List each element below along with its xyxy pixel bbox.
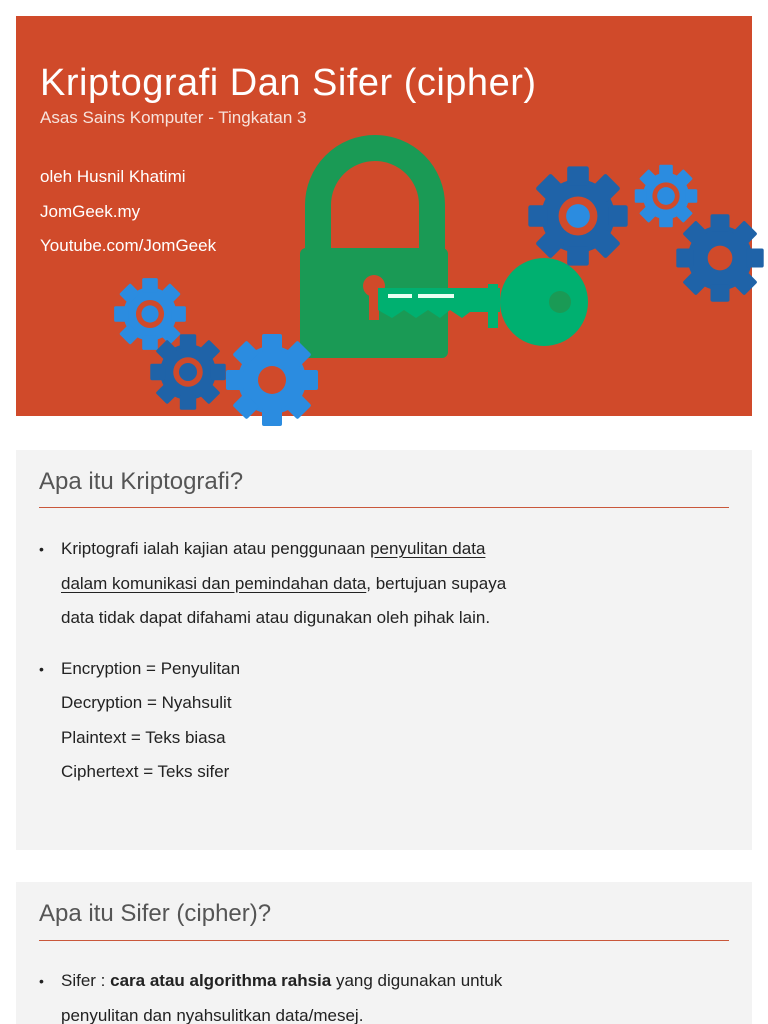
slide-title: Apa itu Kriptografi?	[39, 468, 244, 495]
bullet-icon: •	[39, 973, 44, 989]
term-plaintext: Plaintext = Teks biasa	[61, 727, 226, 747]
term-ciphertext: Ciphertext = Teks sifer	[61, 762, 230, 781]
credits-list	[40, 160, 216, 264]
kriptografi-slide	[16, 450, 752, 850]
gear-small-top-right-icon	[635, 165, 698, 228]
definition-text: , bertujuan supaya	[366, 573, 507, 593]
slide-title: Kriptografi Dan Sifer (cipher)	[40, 62, 537, 104]
definition-text: Sifer :	[61, 971, 111, 990]
title-divider	[39, 507, 729, 508]
sifer-slide	[16, 882, 752, 1024]
sifer-line-1	[61, 964, 579, 999]
bullet-definition	[39, 532, 579, 636]
bullet-list	[39, 964, 579, 1024]
gear-bright-bottom-icon	[226, 334, 318, 426]
definition-text: Kriptografi ialah kajian atau penggunaan	[61, 539, 371, 558]
gear-large-right-icon	[528, 166, 627, 265]
definition-line-2	[61, 567, 579, 602]
gear-small-left-icon	[114, 278, 186, 350]
bullet-list	[39, 532, 579, 806]
bullet-terms	[39, 652, 579, 790]
author-text: oleh Husnil Khatimi	[40, 167, 186, 186]
slide-title: Apa itu Sifer (cipher)?	[39, 900, 272, 927]
definition-line-3: data tidak dapat difahami atau digunakan oleh pihak lain.	[61, 608, 491, 627]
term-encryption: Encryption = Penyulitan	[61, 658, 241, 678]
definition-text: yang digunakan untuk	[331, 971, 503, 990]
sifer-line-2: penyulitan dan nyahsulitkan data/mesej.	[61, 1005, 364, 1024]
bold-text: cara atau algorithma rahsia	[110, 971, 332, 990]
youtube-link[interactable]: Youtube.com/JomGeek	[40, 236, 217, 255]
bullet-sifer-definition	[39, 964, 579, 1024]
website-link[interactable]: JomGeek.my	[40, 201, 141, 221]
title-divider	[39, 940, 729, 941]
term-decryption: Decryption = Nyahsulit	[61, 693, 232, 712]
gear-far-right-icon	[676, 214, 763, 301]
underlined-text: penyulitan data	[370, 539, 486, 558]
gear-dark-left-icon	[150, 334, 225, 409]
bullet-icon: •	[39, 660, 44, 677]
slide-subtitle: Asas Sains Komputer - Tingkatan 3	[40, 108, 307, 127]
bullet-icon: •	[39, 541, 44, 557]
underlined-text: dalam komunikasi dan pemindahan data	[61, 573, 367, 593]
definition-line-1	[61, 532, 579, 567]
